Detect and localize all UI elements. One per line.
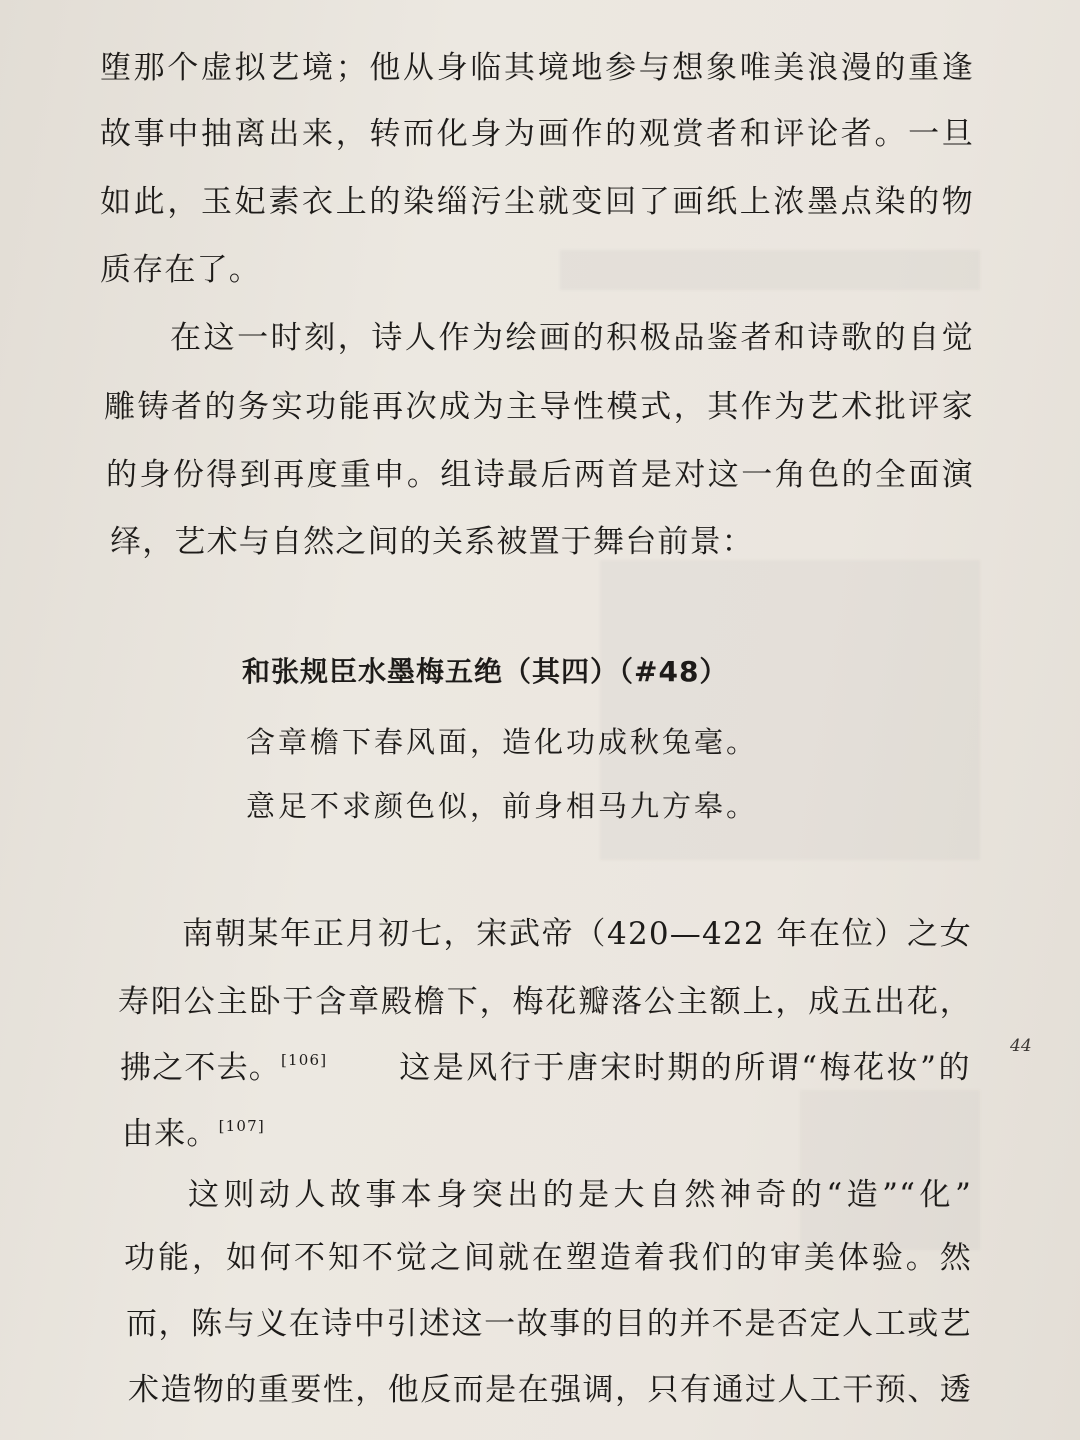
paragraph-4-line: 术造物的重要性，他反而是在强调，只有通过人工干预、透 [128,1372,972,1408]
poem-title: 和张规臣水墨梅五绝（其四）（#48） [242,655,729,688]
paragraph-3-line [120,1048,972,1088]
paragraph-2-line: 在这一时刻，诗人作为绘画的积极品鉴者和诗歌的自觉 [170,320,974,356]
paragraph-4-line: 这则动人故事本身突出的是大自然神奇的“造”“化” [188,1177,972,1213]
footnote-ref-106[interactable]: [106] [281,1051,328,1069]
poem-line: 含章檐下春风面，造化功成秋兔毫。 [246,725,759,759]
bleed-through-shadow [800,1090,980,1250]
footnote-ref-107[interactable]: [107] [218,1117,265,1135]
poem-line: 意足不求颜色似，前身相马九方皋。 [246,789,759,823]
paragraph-3-line [122,1114,265,1154]
paragraph-4-line: 而，陈与义在诗中引述这一故事的目的并不是否定人工或艺 [126,1306,972,1342]
paragraph-1-line: 如此，玉妃素衣上的染缁污尘就变回了画纸上浓墨点染的物 [100,184,974,220]
paragraph-3-line-3-start: 拂之不去。[106] [120,1050,328,1086]
bleed-through-shadow [560,250,980,290]
paragraph-2-line: 雕铸者的务实功能再次成为主导性模式，其作为艺术批评家 [104,389,974,425]
page-number: 44 [1010,1036,1032,1056]
paragraph-1-line: 故事中抽离出来，转而化身为画作的观赏者和评论者。一旦 [100,116,974,152]
paragraph-1-line: 堕那个虚拟艺境；他从身临其境地参与想象唯美浪漫的重逢 [100,50,974,86]
paragraph-2-line: 绎，艺术与自然之间的关系被置于舞台前景： [110,524,754,560]
paragraph-4-line: 功能，如何不知不觉之间就在塑造着我们的审美体验。然 [124,1240,972,1276]
paragraph-1-line: 质存在了。 [100,252,261,288]
paragraph-3-line: 寿阳公主卧于含章殿檐下，梅花瓣落公主额上，成五出花， [118,984,972,1020]
paragraph-3-line: 南朝某年正月初七，宋武帝（420—422 年在位）之女 [182,916,972,952]
paragraph-3-line-3-end: 这是风行于唐宋时期的所谓“梅花妆”的 [399,1050,972,1086]
paragraph-3-line-4-text: 由来。 [122,1116,219,1152]
paragraph-2-line: 的身份得到再度重申。组诗最后两首是对这一角色的全面演 [106,457,974,493]
